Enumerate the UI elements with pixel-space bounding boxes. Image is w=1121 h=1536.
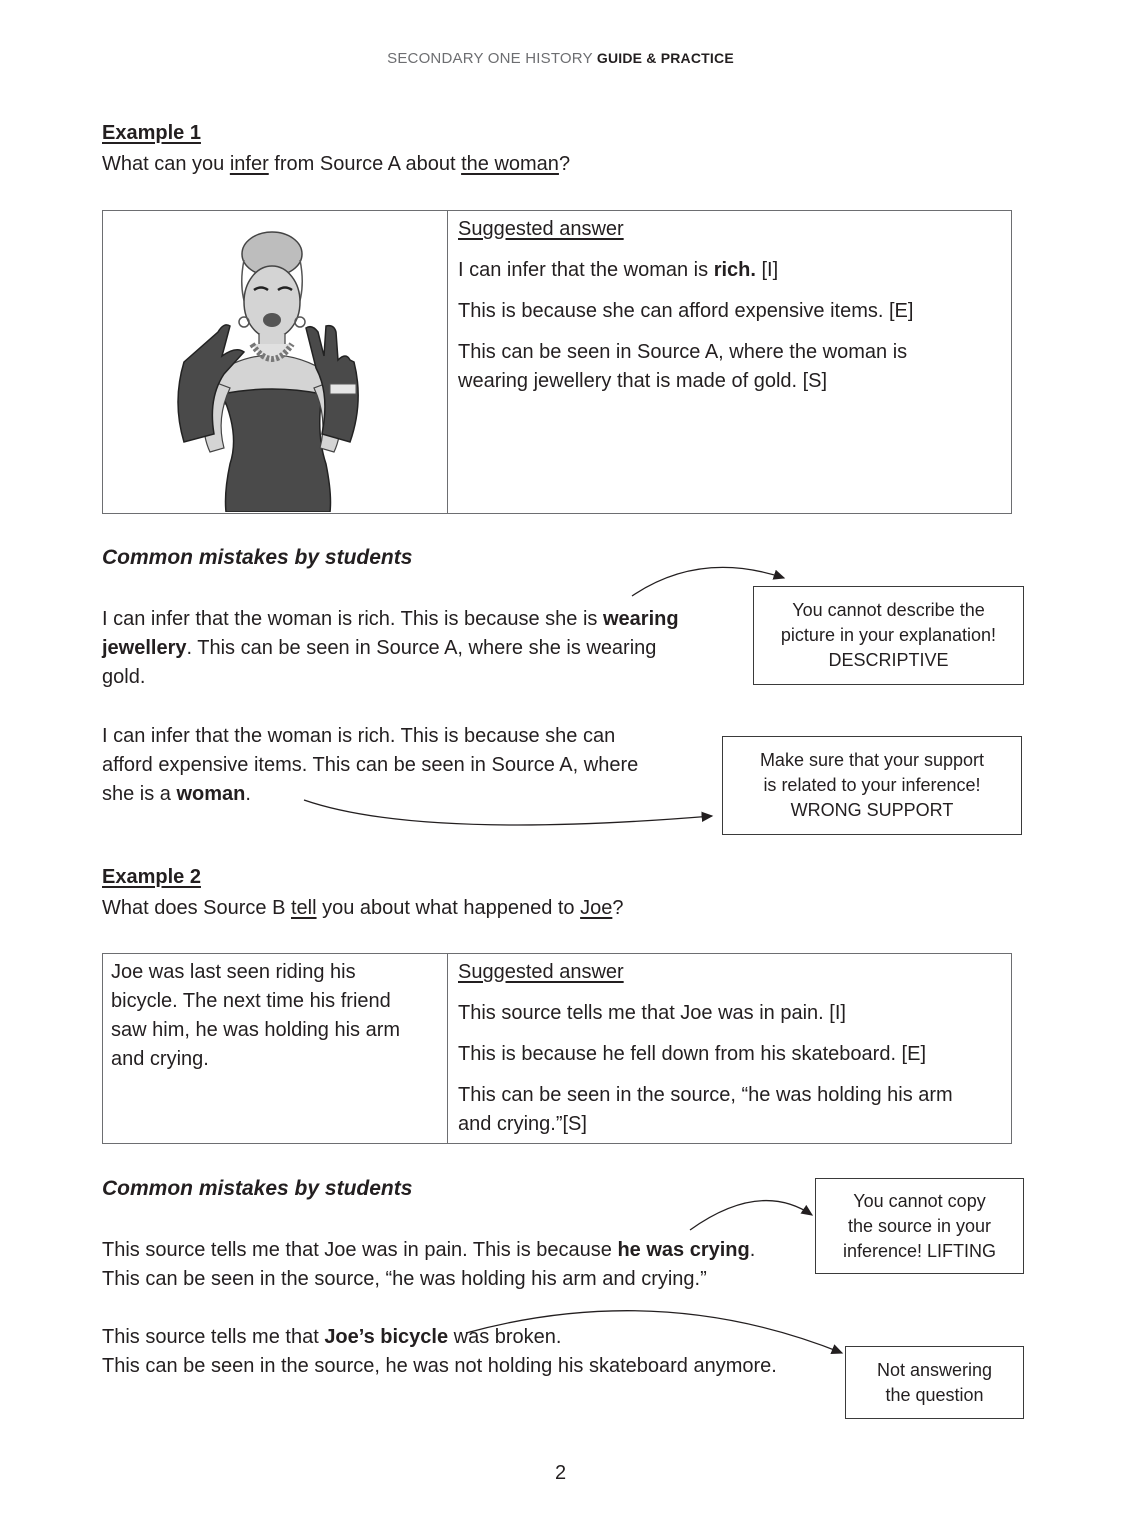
example2-question: What does Source B tell you about what happened to Joe? <box>102 897 624 919</box>
arrow-descriptive-icon <box>632 567 784 596</box>
question-text: from Source A about <box>268 153 462 175</box>
question-text: ? <box>558 153 571 175</box>
note-lifting: You cannot copy the source in your inference! LIFTING <box>815 1178 1024 1274</box>
example1-mistakes-heading: Common mistakes by students <box>102 546 413 569</box>
example2-mistake-2: This source tells me that Joe’s bicycle was broken. This can be seen in the source, he was not holding his skateboard anymore. <box>102 1326 777 1377</box>
answer-inference: This source tells me that Joe was in pain. [I] <box>458 1002 846 1024</box>
page-number: 2 <box>554 1462 567 1484</box>
answer-support: This can be seen in the source, “he was holding his arm and crying.”[S] <box>458 1084 953 1135</box>
answer-explanation: This is because she can afford expensive items. [E] <box>458 300 914 322</box>
question-keyword: the woman <box>461 153 559 175</box>
example2-mistake-1: This source tells me that Joe was in pain. This is because he was crying. This can be seen in the source, “he was holding his arm and crying.” <box>102 1239 756 1290</box>
note-not-answering: Not answering the question <box>845 1346 1024 1419</box>
example1-mistake-1: I can infer that the woman is rich. This is because she is wearing jewellery. This can be seen in Source A, where she is wearing gold. <box>102 608 679 688</box>
note-descriptive: You cannot describe the picture in your explanation! DESCRIPTIVE <box>753 586 1024 685</box>
suggested-answer-label: Suggested answer <box>458 218 624 240</box>
source-b-cell: Joe was last seen riding his bicycle. The next time his friend saw him, he was holding his arm and crying. <box>103 954 448 1143</box>
answer-inference: I can infer that the woman is rich. [I] <box>458 259 779 281</box>
note-wrong-support: Make sure that your support is related to your inference! WRONG SUPPORT <box>722 736 1022 835</box>
example1-mistake-2: I can infer that the woman is rich. This is because she can afford expensive items. This can be seen in Source A, where she is a woman. <box>102 725 639 805</box>
arrow-not-answering-icon <box>466 1311 842 1353</box>
header-title-light: SECONDARY ONE HISTORY <box>387 50 593 67</box>
example1-heading: Example 1 <box>102 122 201 144</box>
arrow-lifting-icon <box>690 1201 812 1230</box>
example2-mistakes-heading: Common mistakes by students <box>102 1177 413 1200</box>
question-text: What can you <box>102 153 230 175</box>
answer-support: This can be seen in Source A, where the woman is wearing jewellery that is made of gold. [S] <box>458 341 908 392</box>
question-keyword: infer <box>229 153 269 175</box>
answer-explanation: This is because he fell down from his skateboard. [E] <box>458 1043 927 1065</box>
example2-heading: Example 2 <box>102 866 201 888</box>
header-title-bold: GUIDE & PRACTICE <box>596 50 734 66</box>
suggested-answer-label: Suggested answer <box>458 961 624 983</box>
arrow-wrong-support-icon <box>304 800 712 825</box>
